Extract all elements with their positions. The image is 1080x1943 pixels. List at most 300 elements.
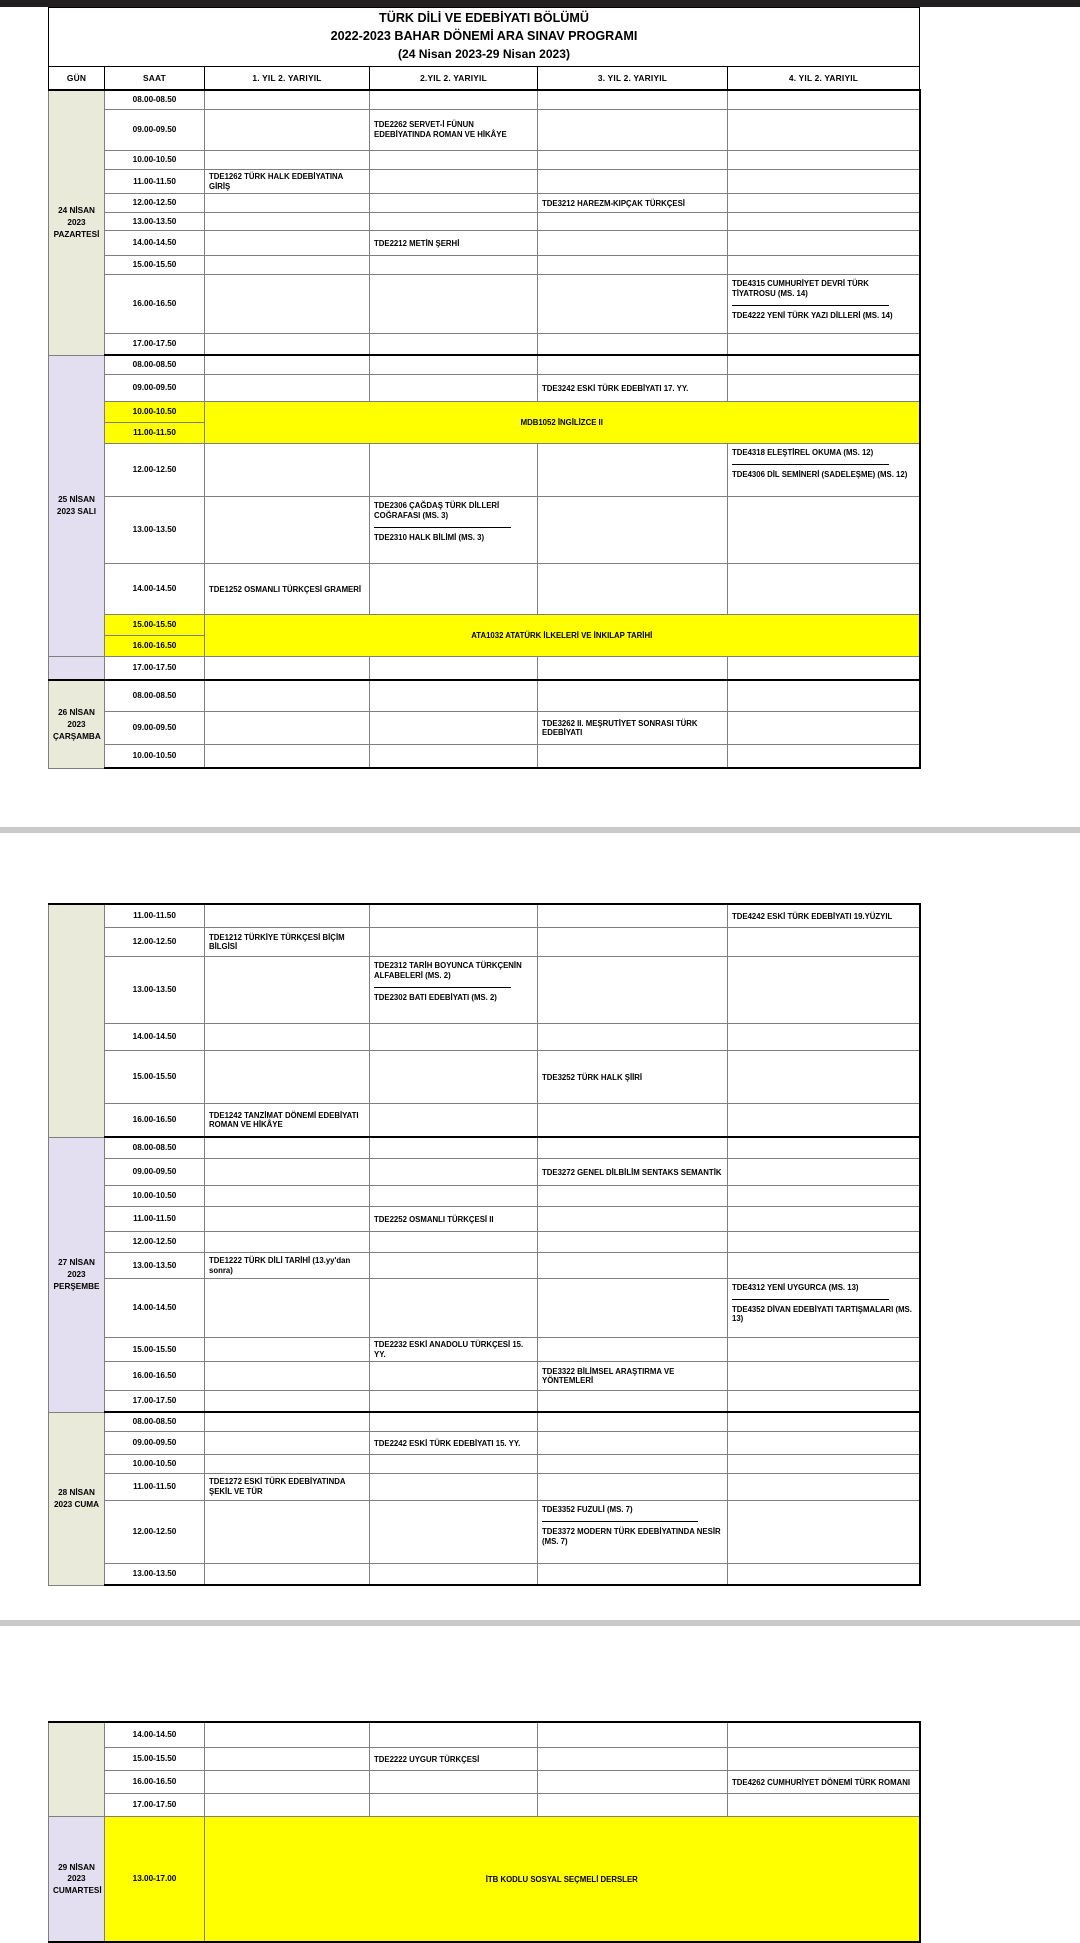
exam-tde4306: TDE4306 DİL SEMİNERİ (SADELEŞME) (MS. 12): [732, 470, 908, 480]
slot-y1: TDE1222 TÜRK DİLİ TARİHİ (13.yy'dan sonra): [205, 1253, 370, 1278]
table-row: [49, 1232, 920, 1253]
slot-y2: [370, 170, 538, 194]
slot-y3: [538, 1186, 728, 1207]
slot-y3: [538, 1501, 728, 1564]
day-label-24-nisan: 24 NİSAN 2023 PAZARTESİ: [49, 90, 105, 355]
exam-tde2312: TDE2312 TARİH BOYUNCA TÜRKÇENİN ALFABELERİ (MS. 2): [374, 961, 522, 981]
table-row: [49, 151, 920, 170]
slot-y3: [538, 1474, 728, 1501]
slot-y3: [538, 1337, 728, 1361]
time-label: 17.00-17.50: [105, 1391, 205, 1413]
slot-y1: TDE1242 TANZİMAT DÖNEMİ EDEBİYATI ROMAN VE HİKÂYE: [205, 1104, 370, 1138]
slot-y4: TDE4242 ESKİ TÜRK EDEBİYATI 19.YÜZYIL: [728, 904, 920, 928]
table-row: [49, 1362, 920, 1391]
slot-y3: [538, 151, 728, 170]
table-row: [49, 1104, 920, 1138]
slot-y1: [205, 151, 370, 170]
slot-y1: [205, 1455, 370, 1474]
slot-y2: [370, 657, 538, 681]
slot-y1: [205, 231, 370, 256]
time-label: 13.00-13.50: [105, 957, 205, 1024]
table-row: [49, 497, 920, 564]
slot-y1: TDE1272 ESKİ TÜRK EDEBİYATINDA ŞEKİL VE TÜR: [205, 1474, 370, 1501]
slot-y3: TDE3262 II. MEŞRUTİYET SONRASI TÜRK EDEBİYATI: [538, 712, 728, 745]
exam-tde2302: TDE2302 BATI EDEBİYATI (MS. 2): [374, 992, 497, 1002]
slot-y2: [370, 90, 538, 110]
time-label: 15.00-15.50: [105, 1337, 205, 1361]
time-label: 10.00-10.50: [105, 1455, 205, 1474]
time-label: 14.00-14.50: [105, 1278, 205, 1337]
header-year-3: 3. YIL 2. YARIYIL: [538, 66, 728, 90]
slot-y3: TDE3272 GENEL DİLBİLİM SENTAKS SEMANTİK: [538, 1159, 728, 1186]
time-label: 11.00-11.50: [105, 170, 205, 194]
slot-y3: TDE3322 BİLİMSEL ARAŞTIRMA VE YÖNTEMLERİ: [538, 1362, 728, 1391]
time-label: 16.00-16.50: [105, 275, 205, 334]
time-label: 13.00-13.50: [105, 497, 205, 564]
slot-y3: [538, 444, 728, 497]
table-row: [49, 355, 920, 375]
time-label: 12.00-12.50: [105, 928, 205, 957]
column-header-row: [49, 66, 920, 90]
slot-y1: [205, 904, 370, 928]
schedule-table-page-2: [48, 903, 921, 1586]
slot-y4: [728, 1051, 920, 1104]
slot-y3: [538, 334, 728, 356]
time-label: 17.00-17.50: [105, 334, 205, 356]
slot-y1: [205, 1564, 370, 1586]
time-label: 14.00-14.50: [105, 1024, 205, 1051]
slot-y3: [538, 1794, 728, 1817]
table-row: [49, 657, 920, 681]
slot-y2: [370, 1159, 538, 1186]
time-label: 13.00-13.50: [105, 213, 205, 231]
day-label-26-nisan-cont: [49, 904, 105, 1137]
time-label: 09.00-09.50: [105, 1432, 205, 1455]
slot-y1: [205, 1722, 370, 1748]
slot-y3: [538, 170, 728, 194]
slot-y2: [370, 213, 538, 231]
slot-y2: [370, 1455, 538, 1474]
slot-y4: [728, 1362, 920, 1391]
slot-y2: [370, 194, 538, 213]
slot-y2: [370, 1564, 538, 1586]
slot-y3: [538, 1564, 728, 1586]
slot-y3: [538, 213, 728, 231]
table-row: [49, 375, 920, 402]
slot-y1: [205, 275, 370, 334]
slot-y1: [205, 1771, 370, 1794]
exam-tde2306: TDE2306 ÇAĞDAŞ TÜRK DİLLERİ COĞRAFASI (MS. 3): [374, 501, 500, 521]
slot-y3: TDE3242 ESKİ TÜRK EDEBİYATI 17. YY.: [538, 375, 728, 402]
slot-y1: TDE1252 OSMANLI TÜRKÇESİ GRAMERİ: [205, 564, 370, 615]
slot-y4: [728, 1159, 920, 1186]
slot-y1: [205, 1794, 370, 1817]
slot-y3: [538, 1137, 728, 1159]
page-title: [49, 8, 920, 67]
table-row: [49, 231, 920, 256]
table-row: [49, 90, 920, 110]
slot-y2: [370, 1051, 538, 1104]
slot-y4: [728, 1137, 920, 1159]
table-row: [49, 110, 920, 151]
table-row: [49, 1391, 920, 1413]
slot-y4: [728, 110, 920, 151]
slot-y3: TDE3212 HAREZM-KIPÇAK TÜRKÇESİ: [538, 194, 728, 213]
slot-y3: [538, 957, 728, 1024]
divider: [732, 464, 889, 465]
table-row: [49, 1207, 920, 1232]
slot-y4: [728, 1337, 920, 1361]
slot-y4: [728, 90, 920, 110]
slot-y4: [728, 657, 920, 681]
table-row: [49, 1137, 920, 1159]
time-label: 08.00-08.50: [105, 1412, 205, 1432]
slot-y3: [538, 1207, 728, 1232]
slot-y2: [370, 1186, 538, 1207]
slot-y2: [370, 1794, 538, 1817]
time-label: 10.00-10.50: [105, 151, 205, 170]
table-row: [49, 1817, 920, 1943]
slot-y2: [370, 957, 538, 1024]
slot-y2: [370, 1501, 538, 1564]
slot-y3: [538, 90, 728, 110]
slot-y1: [205, 657, 370, 681]
slot-y4: [728, 497, 920, 564]
table-row: [49, 1564, 920, 1586]
page-top-bar: [0, 0, 1080, 7]
slot-y2: [370, 256, 538, 275]
slot-y3: [538, 1432, 728, 1455]
slot-y4: [728, 1278, 920, 1337]
slot-y4: [728, 151, 920, 170]
slot-y4: [728, 334, 920, 356]
slot-y2: TDE2242 ESKİ TÜRK EDEBİYATI 15. YY.: [370, 1432, 538, 1455]
slot-y2: TDE2232 ESKİ ANADOLU TÜRKÇESİ 15. YY.: [370, 1337, 538, 1361]
table-row: [49, 615, 920, 636]
time-label: 14.00-14.50: [105, 1722, 205, 1748]
time-label: 12.00-12.50: [105, 1232, 205, 1253]
slot-y1: [205, 1137, 370, 1159]
slot-y4: [728, 1501, 920, 1564]
slot-y3: [538, 657, 728, 681]
exam-tde4315: TDE4315 CUMHURİYET DEVRİ TÜRK TİYATROSU (MS. 14): [732, 279, 869, 299]
time-label: 11.00-11.50: [105, 1207, 205, 1232]
schedule-page-3: [0, 1721, 1080, 1943]
slot-y3: [538, 231, 728, 256]
table-row: [49, 1253, 920, 1278]
slot-y4: [728, 957, 920, 1024]
time-label: 09.00-09.50: [105, 712, 205, 745]
slot-y4: [728, 375, 920, 402]
slot-y3: [538, 110, 728, 151]
day-label-28-nisan-cont: [49, 1722, 105, 1817]
slot-y1: [205, 375, 370, 402]
title-row: [49, 8, 920, 67]
time-label: 17.00-17.50: [105, 1794, 205, 1817]
slot-y3: [538, 680, 728, 712]
slot-y4: [728, 1474, 920, 1501]
slot-y1: [205, 712, 370, 745]
slot-y1: [205, 110, 370, 151]
slot-y1: [205, 1362, 370, 1391]
slot-y2: [370, 1232, 538, 1253]
slot-y4: [728, 170, 920, 194]
exam-tde4318: TDE4318 ELEŞTİREL OKUMA (MS. 12): [732, 448, 874, 458]
slot-y4: [728, 213, 920, 231]
slot-y3: [538, 1722, 728, 1748]
time-label: 13.00-13.50: [105, 1253, 205, 1278]
table-row: [49, 1722, 920, 1748]
slot-y1: [205, 1159, 370, 1186]
table-row: [49, 1159, 920, 1186]
exam-tde4352: TDE4352 DİVAN EDEBİYATI TARTIŞMALARI (MS. 13): [732, 1304, 912, 1324]
slot-y2: [370, 1362, 538, 1391]
slot-y4: [728, 680, 920, 712]
slot-y1: [205, 1207, 370, 1232]
slot-y4: [728, 1207, 920, 1232]
time-label: 17.00-17.50: [105, 657, 205, 681]
slot-y2: [370, 355, 538, 375]
table-row: [49, 334, 920, 356]
slot-y4: [728, 1024, 920, 1051]
exam-itb-block: İTB KODLU SOSYAL SEÇMELİ DERSLER: [205, 1817, 920, 1943]
divider: [374, 987, 511, 988]
table-row: [49, 1771, 920, 1794]
slot-y3: [538, 1748, 728, 1771]
table-row: [49, 1748, 920, 1771]
table-row: [49, 402, 920, 423]
slot-y4: [728, 1455, 920, 1474]
title-line-1: TÜRK DİLİ VE EDEBİYATI BÖLÜMÜ: [379, 11, 589, 25]
table-row: [49, 1474, 920, 1501]
table-row: [49, 1051, 920, 1104]
table-row: [49, 1794, 920, 1817]
slot-y4: [728, 275, 920, 334]
day-label-25-nisan: 25 NİSAN 2023 SALI: [49, 355, 105, 657]
slot-y2: [370, 564, 538, 615]
table-row: [49, 1186, 920, 1207]
slot-y1: [205, 444, 370, 497]
time-label: 15.00-15.50: [105, 1748, 205, 1771]
day-label-29-nisan: 29 NİSAN 2023 CUMARTESİ: [49, 1817, 105, 1943]
divider: [374, 527, 511, 528]
time-label: 16.00-16.50: [105, 636, 205, 657]
table-row: [49, 1455, 920, 1474]
time-label: 08.00-08.50: [105, 355, 205, 375]
slot-y3: [538, 256, 728, 275]
slot-y1: [205, 1337, 370, 1361]
slot-y4: [728, 256, 920, 275]
time-label: 15.00-15.50: [105, 1051, 205, 1104]
table-row: [49, 712, 920, 745]
day-label-26-nisan: 26 NİSAN 2023 ÇARŞAMBA: [49, 680, 105, 768]
table-row: [49, 256, 920, 275]
slot-y4: [728, 1232, 920, 1253]
slot-y1: [205, 1432, 370, 1455]
slot-y4: [728, 1722, 920, 1748]
slot-y3: [538, 1455, 728, 1474]
slot-y2: [370, 334, 538, 356]
table-row: [49, 957, 920, 1024]
slot-y3: [538, 904, 728, 928]
slot-y2: [370, 151, 538, 170]
table-row: [49, 904, 920, 928]
slot-y4: [728, 712, 920, 745]
slot-y4: [728, 1564, 920, 1586]
day-label-25-nisan-cont: [49, 657, 105, 681]
slot-y2: TDE2262 SERVET-İ FÜNUN EDEBİYATINDA ROMAN VE HİKÂYE: [370, 110, 538, 151]
slot-y2: TDE2252 OSMANLI TÜRKÇESİ II: [370, 1207, 538, 1232]
header-year-1: 1. YIL 2. YARIYIL: [205, 66, 370, 90]
exam-mdb1052-block: MDB1052 İNGİLİZCE II: [205, 402, 920, 444]
header-year-2: 2.YIL 2. YARIYIL: [370, 66, 538, 90]
time-label: 09.00-09.50: [105, 1159, 205, 1186]
table-row: [49, 444, 920, 497]
slot-y3: [538, 275, 728, 334]
time-label: 11.00-11.50: [105, 904, 205, 928]
slot-y2: [370, 712, 538, 745]
slot-y2: [370, 1278, 538, 1337]
table-row: [49, 564, 920, 615]
slot-y1: TDE1212 TÜRKİYE TÜRKÇESİ BİÇİM BİLGİSİ: [205, 928, 370, 957]
day-label-28-nisan: 28 NİSAN 2023 CUMA: [49, 1412, 105, 1585]
slot-y4: [728, 444, 920, 497]
slot-y2: [370, 928, 538, 957]
slot-y1: [205, 680, 370, 712]
slot-y3: [538, 355, 728, 375]
slot-y1: [205, 334, 370, 356]
slot-y1: [205, 213, 370, 231]
slot-y3: [538, 1412, 728, 1432]
slot-y2: [370, 1137, 538, 1159]
time-label: 10.00-10.50: [105, 745, 205, 769]
slot-y2: [370, 1104, 538, 1138]
table-row: [49, 680, 920, 712]
schedule-page-1: [0, 7, 1080, 827]
schedule-table-page-3: [48, 1721, 921, 1943]
table-row: [49, 1501, 920, 1564]
header-gun: GÜN: [49, 66, 105, 90]
header-saat: SAAT: [105, 66, 205, 90]
slot-y3: [538, 1104, 728, 1138]
slot-y1: [205, 1186, 370, 1207]
slot-y2: [370, 1412, 538, 1432]
slot-y3: [538, 1232, 728, 1253]
slot-y4: [728, 928, 920, 957]
slot-y1: TDE1262 TÜRK HALK EDEBİYATINA GİRİŞ: [205, 170, 370, 194]
time-label: 12.00-12.50: [105, 444, 205, 497]
day-label-27-nisan: 27 NİSAN 2023 PERŞEMBE: [49, 1137, 105, 1412]
time-label: 10.00-10.50: [105, 1186, 205, 1207]
slot-y2: [370, 1253, 538, 1278]
exam-ata1032-block: ATA1032 ATATÜRK İLKELERİ VE İNKILAP TARİHİ: [205, 615, 920, 657]
slot-y1: [205, 497, 370, 564]
slot-y3: [538, 1024, 728, 1051]
slot-y4: [728, 564, 920, 615]
time-label: 16.00-16.50: [105, 1104, 205, 1138]
slot-y3: TDE3252 TÜRK HALK ŞİİRİ: [538, 1051, 728, 1104]
exam-tde4222: TDE4222 YENİ TÜRK YAZI DİLLERİ (MS. 14): [732, 310, 893, 320]
slot-y2: [370, 904, 538, 928]
schedule-page-2: [0, 903, 1080, 1620]
slot-y1: [205, 1391, 370, 1413]
slot-y1: [205, 1501, 370, 1564]
slot-y2: [370, 680, 538, 712]
schedule-table-page-1: [48, 7, 921, 769]
slot-y4: [728, 1748, 920, 1771]
time-label: 12.00-12.50: [105, 194, 205, 213]
slot-y1: [205, 194, 370, 213]
slot-y2: [370, 444, 538, 497]
slot-y2: [370, 375, 538, 402]
time-label: 12.00-12.50: [105, 1501, 205, 1564]
table-row: [49, 1412, 920, 1432]
table-row: [49, 928, 920, 957]
time-label: 09.00-09.50: [105, 375, 205, 402]
divider: [732, 305, 889, 306]
exam-tde3372: TDE3372 MODERN TÜRK EDEBİYATINDA NESİR (MS. 7): [542, 1527, 721, 1546]
time-label: 16.00-16.50: [105, 1771, 205, 1794]
table-row: [49, 194, 920, 213]
slot-y2: [370, 745, 538, 769]
table-row: [49, 170, 920, 194]
slot-y4: [728, 1391, 920, 1413]
slot-y2: [370, 1024, 538, 1051]
slot-y3: [538, 1253, 728, 1278]
slot-y4: [728, 1186, 920, 1207]
slot-y2: TDE2212 METİN ŞERHİ: [370, 231, 538, 256]
slot-y1: [205, 1748, 370, 1771]
slot-y2: [370, 1391, 538, 1413]
slot-y1: [205, 1278, 370, 1337]
slot-y2: [370, 275, 538, 334]
slot-y1: [205, 957, 370, 1024]
slot-y1: [205, 355, 370, 375]
time-label: 14.00-14.50: [105, 564, 205, 615]
time-label: 08.00-08.50: [105, 680, 205, 712]
time-label: 14.00-14.50: [105, 231, 205, 256]
time-label: 15.00-15.50: [105, 615, 205, 636]
exam-tde4312: TDE4312 YENİ UYGURCA (MS. 13): [732, 1282, 859, 1292]
table-row: [49, 1432, 920, 1455]
slot-y4: [728, 231, 920, 256]
time-label: 08.00-08.50: [105, 90, 205, 110]
time-label: 13.00-17.00: [105, 1817, 205, 1943]
title-line-2: 2022-2023 BAHAR DÖNEMİ ARA SINAV PROGRAMI: [330, 28, 638, 43]
divider: [542, 1521, 698, 1522]
slot-y3: [538, 497, 728, 564]
time-label: 08.00-08.50: [105, 1137, 205, 1159]
slot-y1: [205, 1232, 370, 1253]
slot-y1: [205, 745, 370, 769]
table-row: [49, 275, 920, 334]
time-label: 15.00-15.50: [105, 256, 205, 275]
slot-y4: [728, 1412, 920, 1432]
slot-y3: [538, 1771, 728, 1794]
slot-y1: [205, 1412, 370, 1432]
slot-y4: [728, 194, 920, 213]
time-label: 09.00-09.50: [105, 110, 205, 151]
table-row: [49, 1024, 920, 1051]
table-row: [49, 1337, 920, 1361]
slot-y1: [205, 1024, 370, 1051]
slot-y4: [728, 1253, 920, 1278]
time-label: 11.00-11.50: [105, 1474, 205, 1501]
slot-y3: [538, 1278, 728, 1337]
slot-y1: [205, 1051, 370, 1104]
time-label: 16.00-16.50: [105, 1362, 205, 1391]
slot-y4: [728, 1432, 920, 1455]
